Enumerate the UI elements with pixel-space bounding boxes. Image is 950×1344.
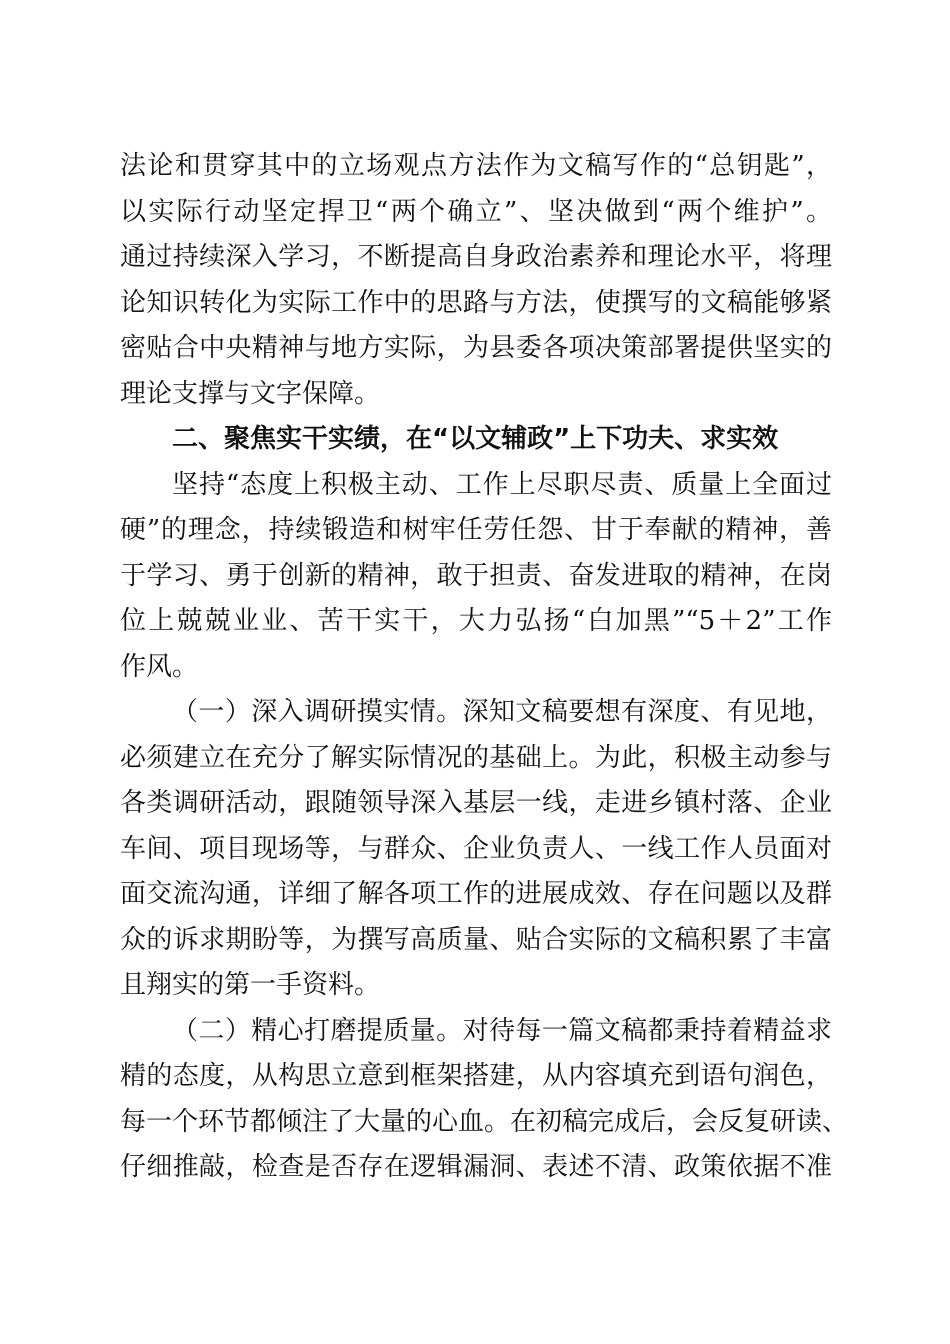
- paragraph-line: 以实际行动坚定捍卫“两个确立”、坚决做到“两个维护”。: [120, 197, 832, 227]
- paragraph-line: 车间、项目现场等，与群众、企业负责人、一线工作人员面对: [120, 834, 832, 864]
- paragraph-line: 论知识转化为实际工作中的思路与方法，使撰写的文稿能够紧: [120, 288, 832, 318]
- paragraph-line: 通过持续深入学习，不断提高自身政治素养和理论水平，将理: [120, 242, 832, 272]
- paragraph-line: 作风。: [120, 652, 199, 682]
- paragraph-line: 仔细推敲，检查是否存在逻辑漏洞、表述不清、政策依据不准: [120, 1152, 832, 1182]
- section-heading: 二、聚焦实干实绩，在“以文辅政”上下功夫、求实效: [172, 424, 779, 454]
- paragraph-line: 坚持“态度上积极主动、工作上尽职尽责、质量上全面过: [172, 470, 832, 500]
- paragraph-line: 硬”的理念，持续锻造和树牢任劳任怨、甘于奉献的精神，善: [120, 515, 832, 545]
- paragraph-line: 众的诉求期盼等，为撰写高质量、贴合实际的文稿积累了丰富: [120, 925, 832, 955]
- paragraph-line: 位上兢兢业业、苦干实干，大力弘扬“白加黑”“5＋2”工作: [120, 606, 832, 636]
- paragraph-line: 且翔实的第一手资料。: [120, 970, 381, 1000]
- paragraph-line: 精的态度，从构思立意到框架搭建，从内容填充到语句润色，: [120, 1061, 832, 1091]
- paragraph-line: 每一个环节都倾注了大量的心血。在初稿完成后，会反复研读、: [120, 1107, 849, 1137]
- subsection-paragraph-line: （一）深入调研摸实情。深知文稿要想有深度、有见地，: [172, 697, 832, 727]
- paragraph-line: 面交流沟通，详细了解各项工作的进展成效、存在问题以及群: [120, 879, 832, 909]
- subsection-paragraph-line: （二）精心打磨提质量。对待每一篇文稿都秉持着精益求: [172, 1016, 832, 1046]
- paragraph-line: 法论和贯穿其中的立场观点方法作为文稿写作的“总钥匙”，: [120, 151, 832, 181]
- paragraph-line: 理论支撑与文字保障。: [120, 379, 381, 409]
- paragraph-line: 各类调研活动，跟随领导深入基层一线，走进乡镇村落、企业: [120, 788, 832, 818]
- paragraph-line: 于学习、勇于创新的精神，敢于担责、奋发进取的精神，在岗: [120, 561, 832, 591]
- paragraph-line: 密贴合中央精神与地方实际，为县委各项决策部署提供坚实的: [120, 333, 832, 363]
- paragraph-line: 必须建立在充分了解实际情况的基础上。为此，积极主动参与: [120, 743, 832, 773]
